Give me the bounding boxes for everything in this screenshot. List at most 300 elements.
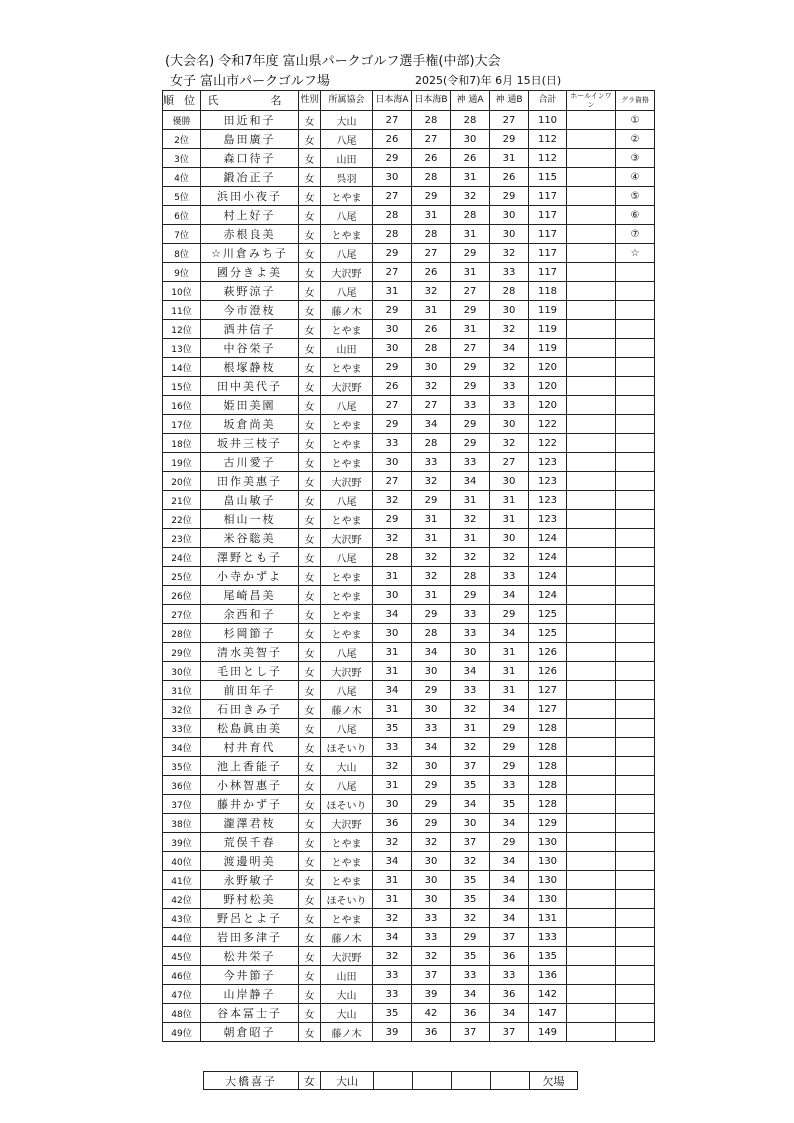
hole-in-one-cell bbox=[567, 738, 616, 757]
score-course3: 29 bbox=[451, 377, 490, 396]
score-course4: 27 bbox=[490, 453, 529, 472]
score-course3: 29 bbox=[451, 358, 490, 377]
club-cell: 大沢野 bbox=[321, 529, 373, 548]
gender-cell: 女 bbox=[299, 396, 321, 415]
score-course2: 39 bbox=[412, 985, 451, 1004]
club-cell: 八尾 bbox=[321, 282, 373, 301]
total-score: 115 bbox=[529, 168, 567, 187]
club-cell: ほそいり bbox=[321, 890, 373, 909]
qualification-mark bbox=[616, 681, 655, 700]
gender-cell: 女 bbox=[299, 757, 321, 776]
rank-cell: 46位 bbox=[163, 966, 201, 985]
score-course1: 27 bbox=[373, 472, 412, 491]
hole-in-one-cell bbox=[567, 206, 616, 225]
table-row bbox=[163, 339, 655, 358]
score-course2: 31 bbox=[412, 206, 451, 225]
player-name: 今市澄枝 bbox=[201, 301, 299, 320]
rank-cell: 35位 bbox=[163, 757, 201, 776]
col-hole-in-one: ホールインワン bbox=[567, 91, 616, 111]
rank-cell: 38位 bbox=[163, 814, 201, 833]
rank-cell: 4位 bbox=[163, 168, 201, 187]
total-score: 122 bbox=[529, 415, 567, 434]
club-cell: とやま bbox=[321, 434, 373, 453]
score-course1: 31 bbox=[373, 776, 412, 795]
club-cell: とやま bbox=[321, 833, 373, 852]
score-course3: 31 bbox=[451, 263, 490, 282]
hole-in-one-cell bbox=[567, 605, 616, 624]
hole-in-one-cell bbox=[567, 966, 616, 985]
table-row bbox=[163, 776, 655, 795]
table-row bbox=[163, 225, 655, 244]
table-row bbox=[163, 377, 655, 396]
table-row bbox=[163, 415, 655, 434]
table-row bbox=[163, 263, 655, 282]
score-course4: 30 bbox=[490, 301, 529, 320]
hole-in-one-cell bbox=[567, 548, 616, 567]
table-row bbox=[163, 130, 655, 149]
club-cell: とやま bbox=[321, 586, 373, 605]
hole-in-one-cell bbox=[567, 1023, 616, 1042]
gender-cell: 女 bbox=[299, 377, 321, 396]
table-row bbox=[163, 548, 655, 567]
score-course4: 34 bbox=[490, 852, 529, 871]
score-course2: 28 bbox=[412, 225, 451, 244]
rank-cell: 16位 bbox=[163, 396, 201, 415]
gender-cell: 女 bbox=[299, 567, 321, 586]
club-cell: 大沢野 bbox=[321, 472, 373, 491]
player-name: 小林智惠子 bbox=[201, 776, 299, 795]
score-course3: 31 bbox=[451, 719, 490, 738]
score-course1: 31 bbox=[373, 282, 412, 301]
col-course3: 神 通A bbox=[451, 91, 490, 111]
score-course4: 29 bbox=[490, 757, 529, 776]
table-row bbox=[163, 206, 655, 225]
score-course2: 31 bbox=[412, 586, 451, 605]
hole-in-one-cell bbox=[567, 472, 616, 491]
total-score: 123 bbox=[529, 453, 567, 472]
score-course3: 28 bbox=[451, 567, 490, 586]
gender-cell: 女 bbox=[299, 719, 321, 738]
hole-in-one-cell bbox=[567, 643, 616, 662]
total-score: 149 bbox=[529, 1023, 567, 1042]
total-score: 123 bbox=[529, 472, 567, 491]
gender-cell: 女 bbox=[299, 909, 321, 928]
score-course1: 29 bbox=[373, 415, 412, 434]
rank-cell: 14位 bbox=[163, 358, 201, 377]
table-row bbox=[163, 1023, 655, 1042]
hole-in-one-cell bbox=[567, 776, 616, 795]
hole-in-one-cell bbox=[567, 263, 616, 282]
header-row bbox=[163, 91, 655, 111]
qualification-mark bbox=[616, 263, 655, 282]
hole-in-one-cell bbox=[567, 662, 616, 681]
player-name: 古川愛子 bbox=[201, 453, 299, 472]
score-course1: 28 bbox=[373, 206, 412, 225]
gender-cell: 女 bbox=[299, 662, 321, 681]
qualification-mark bbox=[616, 605, 655, 624]
club-cell: とやま bbox=[321, 567, 373, 586]
score-course3: 32 bbox=[451, 510, 490, 529]
score-course4: 34 bbox=[490, 339, 529, 358]
absent-row bbox=[204, 1072, 578, 1090]
rank-cell: 41位 bbox=[163, 871, 201, 890]
player-name: 瀧澤君枝 bbox=[201, 814, 299, 833]
score-course4: 33 bbox=[490, 377, 529, 396]
score-course4: 32 bbox=[490, 358, 529, 377]
total-score: 117 bbox=[529, 244, 567, 263]
score-course2: 33 bbox=[412, 909, 451, 928]
club-cell: 大沢野 bbox=[321, 947, 373, 966]
score-course2: 42 bbox=[412, 1004, 451, 1023]
rank-cell: 37位 bbox=[163, 795, 201, 814]
score-course3: 32 bbox=[451, 548, 490, 567]
qualification-mark: ③ bbox=[616, 149, 655, 168]
total-score: 119 bbox=[529, 339, 567, 358]
gender-cell: 女 bbox=[299, 947, 321, 966]
gender-cell: 女 bbox=[299, 871, 321, 890]
qualification-mark bbox=[616, 453, 655, 472]
score-course1: 33 bbox=[373, 738, 412, 757]
table-row bbox=[163, 301, 655, 320]
hole-in-one-cell bbox=[567, 624, 616, 643]
table-row bbox=[163, 453, 655, 472]
score-course1: 30 bbox=[373, 586, 412, 605]
club-cell: とやま bbox=[321, 358, 373, 377]
score-course3: 31 bbox=[451, 320, 490, 339]
gender-cell: 女 bbox=[299, 168, 321, 187]
table-row bbox=[163, 814, 655, 833]
qualification-mark bbox=[616, 1004, 655, 1023]
table-row bbox=[163, 567, 655, 586]
rank-cell: 15位 bbox=[163, 377, 201, 396]
table-row bbox=[163, 586, 655, 605]
event-date: 2025(令和7)年 6月 15日(日) bbox=[415, 74, 562, 87]
hole-in-one-cell bbox=[567, 852, 616, 871]
gender-cell: 女 bbox=[299, 510, 321, 529]
rank-cell: 28位 bbox=[163, 624, 201, 643]
rank-cell: 5位 bbox=[163, 187, 201, 206]
qualification-mark: ☆ bbox=[616, 244, 655, 263]
gender-cell: 女 bbox=[299, 434, 321, 453]
score-course1: 28 bbox=[373, 548, 412, 567]
score-course1: 34 bbox=[373, 681, 412, 700]
player-name: 岩田多津子 bbox=[201, 928, 299, 947]
table-row bbox=[163, 472, 655, 491]
qualification-mark: ① bbox=[616, 111, 655, 130]
col-total: 合計 bbox=[529, 91, 567, 111]
score-course1: 39 bbox=[373, 1023, 412, 1042]
absent-empty-cell bbox=[452, 1072, 491, 1090]
player-name: 田作美惠子 bbox=[201, 472, 299, 491]
score-course1: 31 bbox=[373, 890, 412, 909]
score-course1: 35 bbox=[373, 719, 412, 738]
absent-empty-cell bbox=[413, 1072, 452, 1090]
score-course2: 33 bbox=[412, 719, 451, 738]
rank-cell: 10位 bbox=[163, 282, 201, 301]
total-score: 130 bbox=[529, 871, 567, 890]
total-score: 147 bbox=[529, 1004, 567, 1023]
club-cell: 大沢野 bbox=[321, 662, 373, 681]
qualification-mark bbox=[616, 966, 655, 985]
gender-cell: 女 bbox=[299, 187, 321, 206]
rank-cell: 49位 bbox=[163, 1023, 201, 1042]
rank-cell: 9位 bbox=[163, 263, 201, 282]
score-course3: 29 bbox=[451, 244, 490, 263]
total-score: 127 bbox=[529, 700, 567, 719]
rank-cell: 19位 bbox=[163, 453, 201, 472]
total-score: 123 bbox=[529, 491, 567, 510]
qualification-mark bbox=[616, 396, 655, 415]
club-cell: 大沢野 bbox=[321, 377, 373, 396]
gender-cell: 女 bbox=[299, 111, 321, 130]
score-course3: 29 bbox=[451, 586, 490, 605]
score-course1: 27 bbox=[373, 263, 412, 282]
gender-cell: 女 bbox=[299, 130, 321, 149]
hole-in-one-cell bbox=[567, 415, 616, 434]
division-venue: 女子 富山市パークゴルフ場 bbox=[170, 74, 330, 89]
score-course1: 27 bbox=[373, 187, 412, 206]
score-course1: 31 bbox=[373, 662, 412, 681]
score-course2: 30 bbox=[412, 358, 451, 377]
player-name: 余西和子 bbox=[201, 605, 299, 624]
score-course3: 36 bbox=[451, 1004, 490, 1023]
qualification-mark bbox=[616, 852, 655, 871]
qualification-mark bbox=[616, 757, 655, 776]
score-course2: 34 bbox=[412, 643, 451, 662]
score-course1: 30 bbox=[373, 795, 412, 814]
score-course3: 29 bbox=[451, 301, 490, 320]
qualification-mark bbox=[616, 586, 655, 605]
qualification-mark: ⑤ bbox=[616, 187, 655, 206]
table-row bbox=[163, 187, 655, 206]
rank-cell: 42位 bbox=[163, 890, 201, 909]
score-course1: 31 bbox=[373, 871, 412, 890]
score-course4: 32 bbox=[490, 434, 529, 453]
gender-cell: 女 bbox=[299, 833, 321, 852]
table-row bbox=[163, 928, 655, 947]
club-cell: とやま bbox=[321, 852, 373, 871]
col-club: 所属協会 bbox=[321, 91, 373, 111]
qualification-mark bbox=[616, 377, 655, 396]
score-course2: 34 bbox=[412, 738, 451, 757]
table-row bbox=[163, 320, 655, 339]
col-course1: 日本海A bbox=[373, 91, 412, 111]
hole-in-one-cell bbox=[567, 795, 616, 814]
qualification-mark bbox=[616, 928, 655, 947]
score-course4: 37 bbox=[490, 1023, 529, 1042]
total-score: 118 bbox=[529, 282, 567, 301]
club-cell: とやま bbox=[321, 453, 373, 472]
score-course1: 28 bbox=[373, 225, 412, 244]
total-score: 128 bbox=[529, 795, 567, 814]
score-course2: 36 bbox=[412, 1023, 451, 1042]
player-name: 相山一枝 bbox=[201, 510, 299, 529]
qualification-mark bbox=[616, 301, 655, 320]
score-course3: 35 bbox=[451, 947, 490, 966]
score-course4: 34 bbox=[490, 624, 529, 643]
qualification-mark bbox=[616, 871, 655, 890]
qualification-mark bbox=[616, 1023, 655, 1042]
absent-empty-cell bbox=[374, 1072, 413, 1090]
table-row bbox=[163, 244, 655, 263]
gender-cell: 女 bbox=[299, 1023, 321, 1042]
gender-cell: 女 bbox=[299, 453, 321, 472]
score-course3: 28 bbox=[451, 206, 490, 225]
table-row bbox=[163, 947, 655, 966]
score-course4: 32 bbox=[490, 548, 529, 567]
hole-in-one-cell bbox=[567, 567, 616, 586]
player-name: 坂倉尚美 bbox=[201, 415, 299, 434]
rank-cell: 6位 bbox=[163, 206, 201, 225]
qualification-mark bbox=[616, 719, 655, 738]
rank-cell: 32位 bbox=[163, 700, 201, 719]
score-course2: 30 bbox=[412, 890, 451, 909]
qualification-mark: ② bbox=[616, 130, 655, 149]
club-cell: 山田 bbox=[321, 339, 373, 358]
gender-cell: 女 bbox=[299, 529, 321, 548]
total-score: 133 bbox=[529, 928, 567, 947]
player-name: 松島眞由美 bbox=[201, 719, 299, 738]
col-rank: 順位 bbox=[163, 91, 201, 111]
score-course3: 33 bbox=[451, 453, 490, 472]
rank-cell: 18位 bbox=[163, 434, 201, 453]
score-course2: 28 bbox=[412, 624, 451, 643]
score-course3: 35 bbox=[451, 890, 490, 909]
hole-in-one-cell bbox=[567, 985, 616, 1004]
score-course2: 29 bbox=[412, 776, 451, 795]
player-name: 尾崎昌美 bbox=[201, 586, 299, 605]
col-name: 氏 名 bbox=[201, 91, 299, 111]
hole-in-one-cell bbox=[567, 928, 616, 947]
rank-cell: 21位 bbox=[163, 491, 201, 510]
club-cell: 藤ノ木 bbox=[321, 301, 373, 320]
table-row bbox=[163, 358, 655, 377]
rank-cell: 11位 bbox=[163, 301, 201, 320]
player-name: 村井育代 bbox=[201, 738, 299, 757]
score-course1: 32 bbox=[373, 833, 412, 852]
total-score: 125 bbox=[529, 624, 567, 643]
player-name: 渡邊明美 bbox=[201, 852, 299, 871]
score-course3: 33 bbox=[451, 966, 490, 985]
qualification-mark bbox=[616, 795, 655, 814]
score-course3: 34 bbox=[451, 472, 490, 491]
gender-cell: 女 bbox=[299, 586, 321, 605]
hole-in-one-cell bbox=[567, 339, 616, 358]
score-course1: 26 bbox=[373, 377, 412, 396]
score-course4: 34 bbox=[490, 586, 529, 605]
player-name: 姫田美園 bbox=[201, 396, 299, 415]
total-score: 129 bbox=[529, 814, 567, 833]
score-course3: 32 bbox=[451, 909, 490, 928]
score-course2: 30 bbox=[412, 871, 451, 890]
total-score: 119 bbox=[529, 320, 567, 339]
qualification-mark bbox=[616, 567, 655, 586]
table-row bbox=[163, 757, 655, 776]
qualification-mark bbox=[616, 947, 655, 966]
score-course4: 29 bbox=[490, 738, 529, 757]
score-course4: 29 bbox=[490, 605, 529, 624]
score-course4: 30 bbox=[490, 529, 529, 548]
club-cell: とやま bbox=[321, 320, 373, 339]
score-course4: 33 bbox=[490, 966, 529, 985]
table-row bbox=[163, 871, 655, 890]
score-course1: 32 bbox=[373, 909, 412, 928]
club-cell: とやま bbox=[321, 909, 373, 928]
rank-cell: 13位 bbox=[163, 339, 201, 358]
player-name: 藤井かず子 bbox=[201, 795, 299, 814]
total-score: 128 bbox=[529, 738, 567, 757]
score-course3: 37 bbox=[451, 833, 490, 852]
score-course2: 29 bbox=[412, 491, 451, 510]
player-name: 谷本冨士子 bbox=[201, 1004, 299, 1023]
rank-cell: 33位 bbox=[163, 719, 201, 738]
score-course3: 31 bbox=[451, 491, 490, 510]
total-score: 126 bbox=[529, 643, 567, 662]
player-name: 鍛冶正子 bbox=[201, 168, 299, 187]
hole-in-one-cell bbox=[567, 814, 616, 833]
score-course3: 30 bbox=[451, 814, 490, 833]
score-course2: 30 bbox=[412, 757, 451, 776]
rank-cell: 40位 bbox=[163, 852, 201, 871]
qualification-mark bbox=[616, 472, 655, 491]
club-cell: とやま bbox=[321, 225, 373, 244]
club-cell: 藤ノ木 bbox=[321, 928, 373, 947]
qualification-mark bbox=[616, 738, 655, 757]
score-course4: 29 bbox=[490, 187, 529, 206]
club-cell: とやま bbox=[321, 510, 373, 529]
qualification-mark bbox=[616, 282, 655, 301]
score-course1: 29 bbox=[373, 244, 412, 263]
hole-in-one-cell bbox=[567, 491, 616, 510]
player-name: 毛田とし子 bbox=[201, 662, 299, 681]
total-score: 135 bbox=[529, 947, 567, 966]
club-cell: 山田 bbox=[321, 966, 373, 985]
hole-in-one-cell bbox=[567, 586, 616, 605]
club-cell: 八尾 bbox=[321, 491, 373, 510]
qualification-mark bbox=[616, 814, 655, 833]
club-cell: ほそいり bbox=[321, 738, 373, 757]
player-name: 野呂とよ子 bbox=[201, 909, 299, 928]
score-course1: 34 bbox=[373, 852, 412, 871]
qualification-mark bbox=[616, 776, 655, 795]
score-course4: 30 bbox=[490, 415, 529, 434]
results-table bbox=[162, 90, 655, 1042]
total-score: 127 bbox=[529, 681, 567, 700]
score-course4: 29 bbox=[490, 719, 529, 738]
total-score: 123 bbox=[529, 510, 567, 529]
qualification-mark: ⑥ bbox=[616, 206, 655, 225]
score-course2: 32 bbox=[412, 567, 451, 586]
qualification-mark bbox=[616, 320, 655, 339]
score-course4: 29 bbox=[490, 130, 529, 149]
score-course1: 30 bbox=[373, 168, 412, 187]
score-course1: 30 bbox=[373, 320, 412, 339]
score-course2: 32 bbox=[412, 548, 451, 567]
qualification-mark bbox=[616, 358, 655, 377]
score-course2: 31 bbox=[412, 529, 451, 548]
table-row bbox=[163, 738, 655, 757]
hole-in-one-cell bbox=[567, 282, 616, 301]
score-course4: 30 bbox=[490, 206, 529, 225]
total-score: 119 bbox=[529, 301, 567, 320]
score-course3: 31 bbox=[451, 529, 490, 548]
total-score: 122 bbox=[529, 434, 567, 453]
score-course4: 34 bbox=[490, 700, 529, 719]
score-course2: 27 bbox=[412, 244, 451, 263]
table-row bbox=[163, 396, 655, 415]
score-course1: 30 bbox=[373, 339, 412, 358]
table-row bbox=[163, 795, 655, 814]
